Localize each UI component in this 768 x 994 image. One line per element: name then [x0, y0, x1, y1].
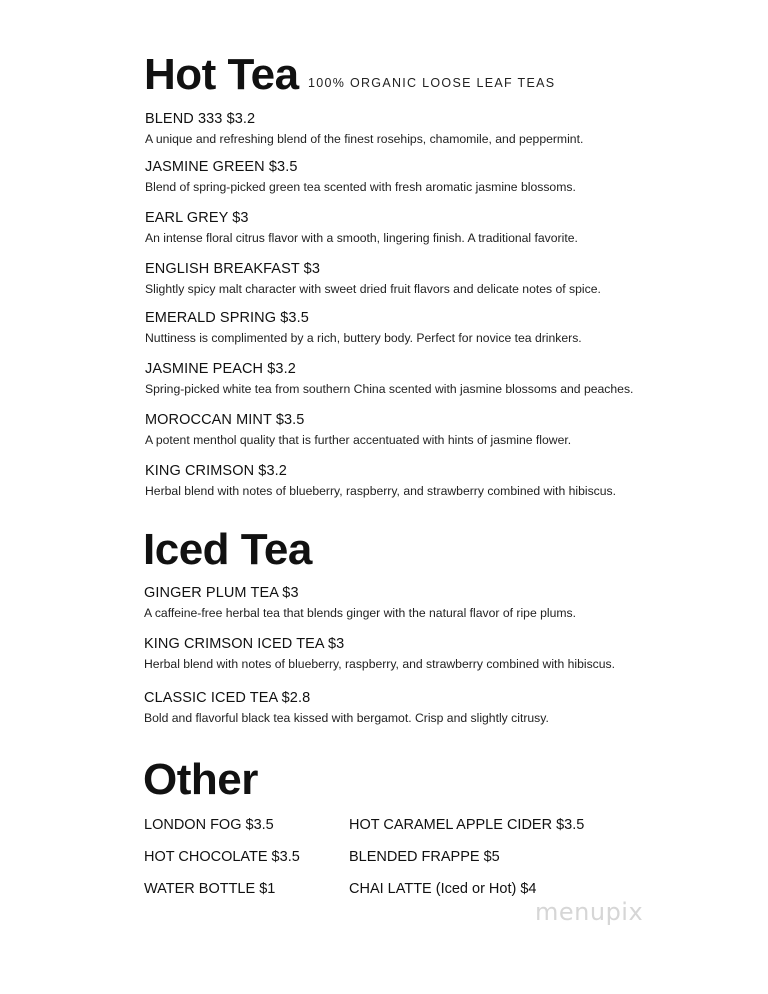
- item-description: An intense floral citrus flavor with a smooth, lingering finish. A traditional favorite.: [145, 230, 578, 245]
- menu-item: [145, 311, 745, 344]
- menu-item: [145, 262, 745, 295]
- item-name: JASMINE PEACH $3.2: [145, 361, 296, 377]
- item-name: MOROCCAN MINT $3.5: [145, 412, 305, 428]
- item-description: Spring-picked white tea from southern China scented with jasmine blossoms and peaches.: [145, 381, 634, 396]
- other-item: WATER BOTTLE $1: [144, 881, 276, 897]
- item-name: BLEND 333 $3.2: [145, 111, 256, 127]
- other-item: CHAI LATTE (Iced or Hot) $4: [349, 881, 537, 897]
- menu-item: [144, 586, 744, 619]
- menu-item: [145, 362, 745, 395]
- item-name: GINGER PLUM TEA $3: [144, 585, 299, 601]
- other-item: LONDON FOG $3.5: [144, 817, 274, 833]
- menu-item: [145, 211, 745, 244]
- menu-item: [144, 637, 744, 670]
- item-description: Nuttiness is complimented by a rich, buttery body. Perfect for novice tea drinkers.: [145, 330, 582, 345]
- item-description: Blend of spring-picked green tea scented with fresh aromatic jasmine blossoms.: [145, 179, 576, 194]
- item-name: JASMINE GREEN $3.5: [145, 159, 298, 175]
- item-description: A unique and refreshing blend of the finest rosehips, chamomile, and peppermint.: [145, 131, 584, 146]
- menu-item: [145, 112, 745, 145]
- item-name: ENGLISH BREAKFAST $3: [145, 261, 320, 277]
- item-name: EMERALD SPRING $3.5: [145, 310, 309, 326]
- item-description: Herbal blend with notes of blueberry, raspberry, and strawberry combined with hibiscus.: [145, 483, 617, 498]
- hot-tea-heading: Hot Tea: [144, 50, 299, 99]
- iced-tea-heading: Iced Tea: [143, 525, 312, 574]
- other-item: BLENDED FRAPPE $5: [349, 849, 500, 865]
- item-description: Slightly spicy malt character with sweet dried fruit flavors and delicate notes of spice.: [145, 281, 601, 296]
- item-description: Bold and flavorful black tea kissed with bergamot. Crisp and slightly citrusy.: [144, 710, 549, 725]
- item-name: CLASSIC ICED TEA $2.8: [144, 690, 311, 706]
- menu-item: [144, 691, 744, 724]
- item-description: A caffeine-free herbal tea that blends ginger with the natural flavor of ripe plums.: [144, 605, 577, 620]
- item-name: KING CRIMSON ICED TEA $3: [144, 636, 345, 652]
- other-item: HOT CHOCOLATE $3.5: [144, 849, 300, 865]
- item-description: A potent menthol quality that is further accentuated with hints of jasmine flower.: [145, 432, 572, 447]
- other-heading: Other: [143, 755, 258, 804]
- menupix-watermark: menupix: [535, 898, 644, 926]
- menu-item: [145, 160, 745, 193]
- other-item: HOT CARAMEL APPLE CIDER $3.5: [349, 817, 585, 833]
- item-name: KING CRIMSON $3.2: [145, 463, 287, 479]
- menu-item: [145, 413, 745, 446]
- item-name: EARL GREY $3: [145, 210, 249, 226]
- menu-item: [145, 464, 745, 497]
- hot-tea-subtitle: 100% ORGANIC LOOSE LEAF TEAS: [308, 76, 556, 90]
- item-description: Herbal blend with notes of blueberry, raspberry, and strawberry combined with hibiscus.: [144, 656, 616, 671]
